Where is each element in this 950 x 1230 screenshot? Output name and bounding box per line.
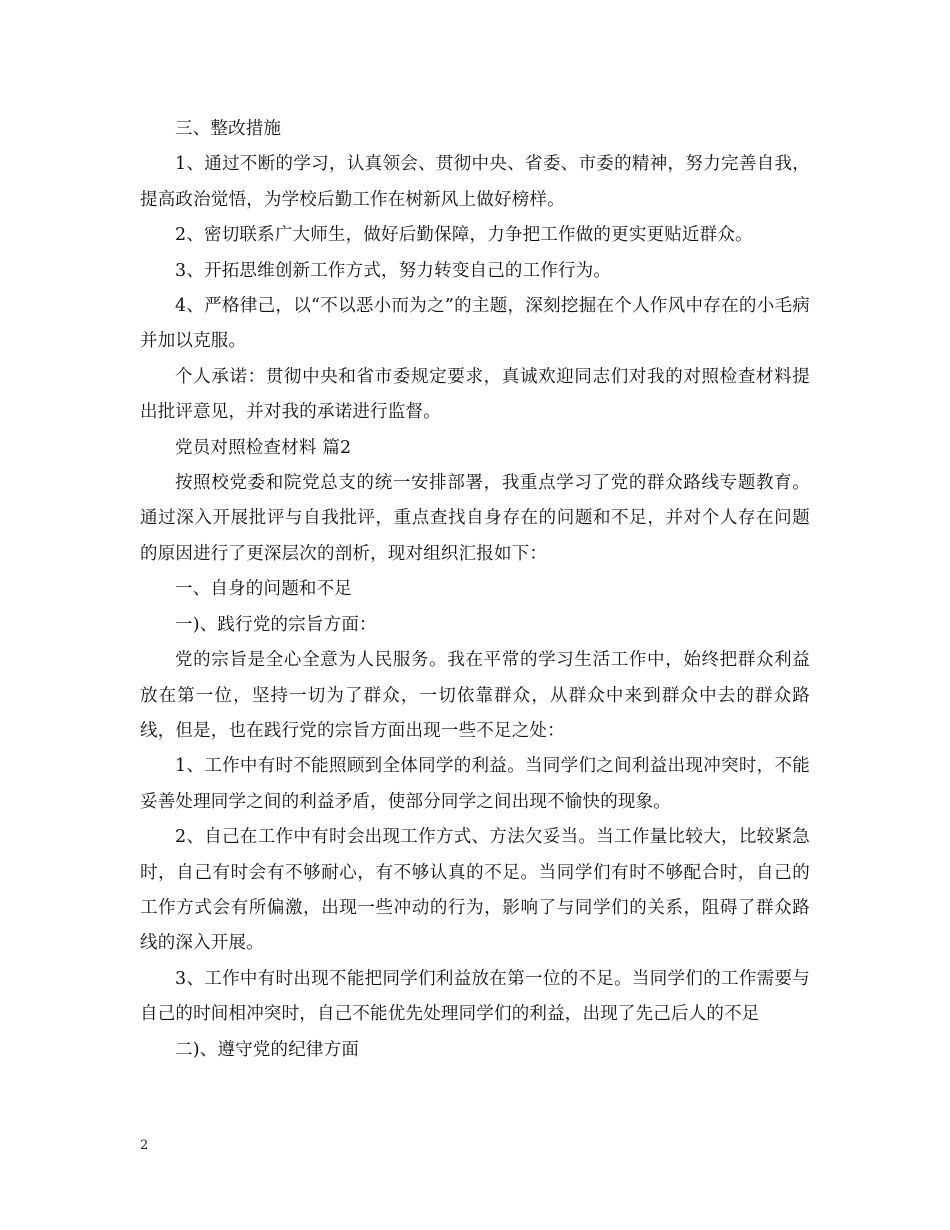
article-title: 党员对照检查材料 篇2 bbox=[175, 437, 352, 458]
section-heading-problems: 一、自身的问题和不足 bbox=[175, 579, 352, 600]
intro-paragraph: 按照校党委和院党总支的统一安排部署，我重点学习了党的群众路线专题教育。通过深入开展批评与自我批评，重点查找自身存在的问题和不足，并对个人存在问题的原因进行了更深层次的剖析，现对组织汇报如下： bbox=[140, 473, 810, 564]
personal-commitment: 个人承诺：贯彻中央和省市委规定要求，真诚欢迎同志们对我的对照检查材料提出批评意见，并对我的承诺进行监督。 bbox=[140, 366, 810, 423]
purpose-paragraph: 党的宗旨是全心全意为人民服务。我在平常的学习生活工作中，始终把群众利益放在第一位，坚持一切为了群众，一切依靠群众，从群众中来到群众中去的群众路线，但是，也在践行党的宗旨方面出现一些不足之处： bbox=[140, 650, 810, 741]
measure-item-4: 4、严格律己，以“不以恶小而为之”的主题，深刻挖掘在个人作风中存在的小毛病并加以克服。 bbox=[140, 296, 810, 352]
page-number: 2 bbox=[140, 1138, 149, 1153]
section-heading-rectification: 三、整改措施 bbox=[175, 119, 282, 139]
measure-item-1: 1、通过不断的学习，认真领会、贯彻中央、省委、市委的精神，努力完善自我，提高政治觉悟，为学校后勤工作在树新风上做好榜样。 bbox=[140, 154, 810, 210]
problem-item-3: 3、工作中有时出现不能把同学们利益放在第一位的不足。当同学们的工作需要与自己的时间相冲突时，自己不能优先处理同学们的利益，出现了先己后人的不足 bbox=[140, 968, 810, 1025]
document-body bbox=[140, 112, 810, 1068]
problem-item-1: 1、工作中有时不能照顾到全体同学的利益。当同学们之间利益出现冲突时，不能妥善处理同学之间的利益矛盾，使部分同学之间出现不愉快的现象。 bbox=[140, 756, 810, 812]
measure-item-3: 3、开拓思维创新工作方式，努力转变自己的工作行为。 bbox=[175, 260, 612, 281]
subsection-heading-discipline: 二)、遵守党的纪律方面 bbox=[175, 1039, 360, 1060]
measure-item-2: 2、密切联系广大师生，做好后勤保障，力争把工作做的更实更贴近群众。 bbox=[175, 225, 753, 246]
problem-item-2: 2、自己在工作中有时会出现工作方式、方法欠妥当。当工作量比较大，比较紧急时，自己有时会有不够耐心，有不够认真的不足。当同学们有时不够配合时，自己的工作方式会有所偏激，出现一些冲动的行为，影响了与同学们的关系，阻碍了群众路线的深入开展。 bbox=[140, 827, 810, 954]
subsection-heading-purpose: 一)、践行党的宗旨方面： bbox=[175, 614, 377, 635]
